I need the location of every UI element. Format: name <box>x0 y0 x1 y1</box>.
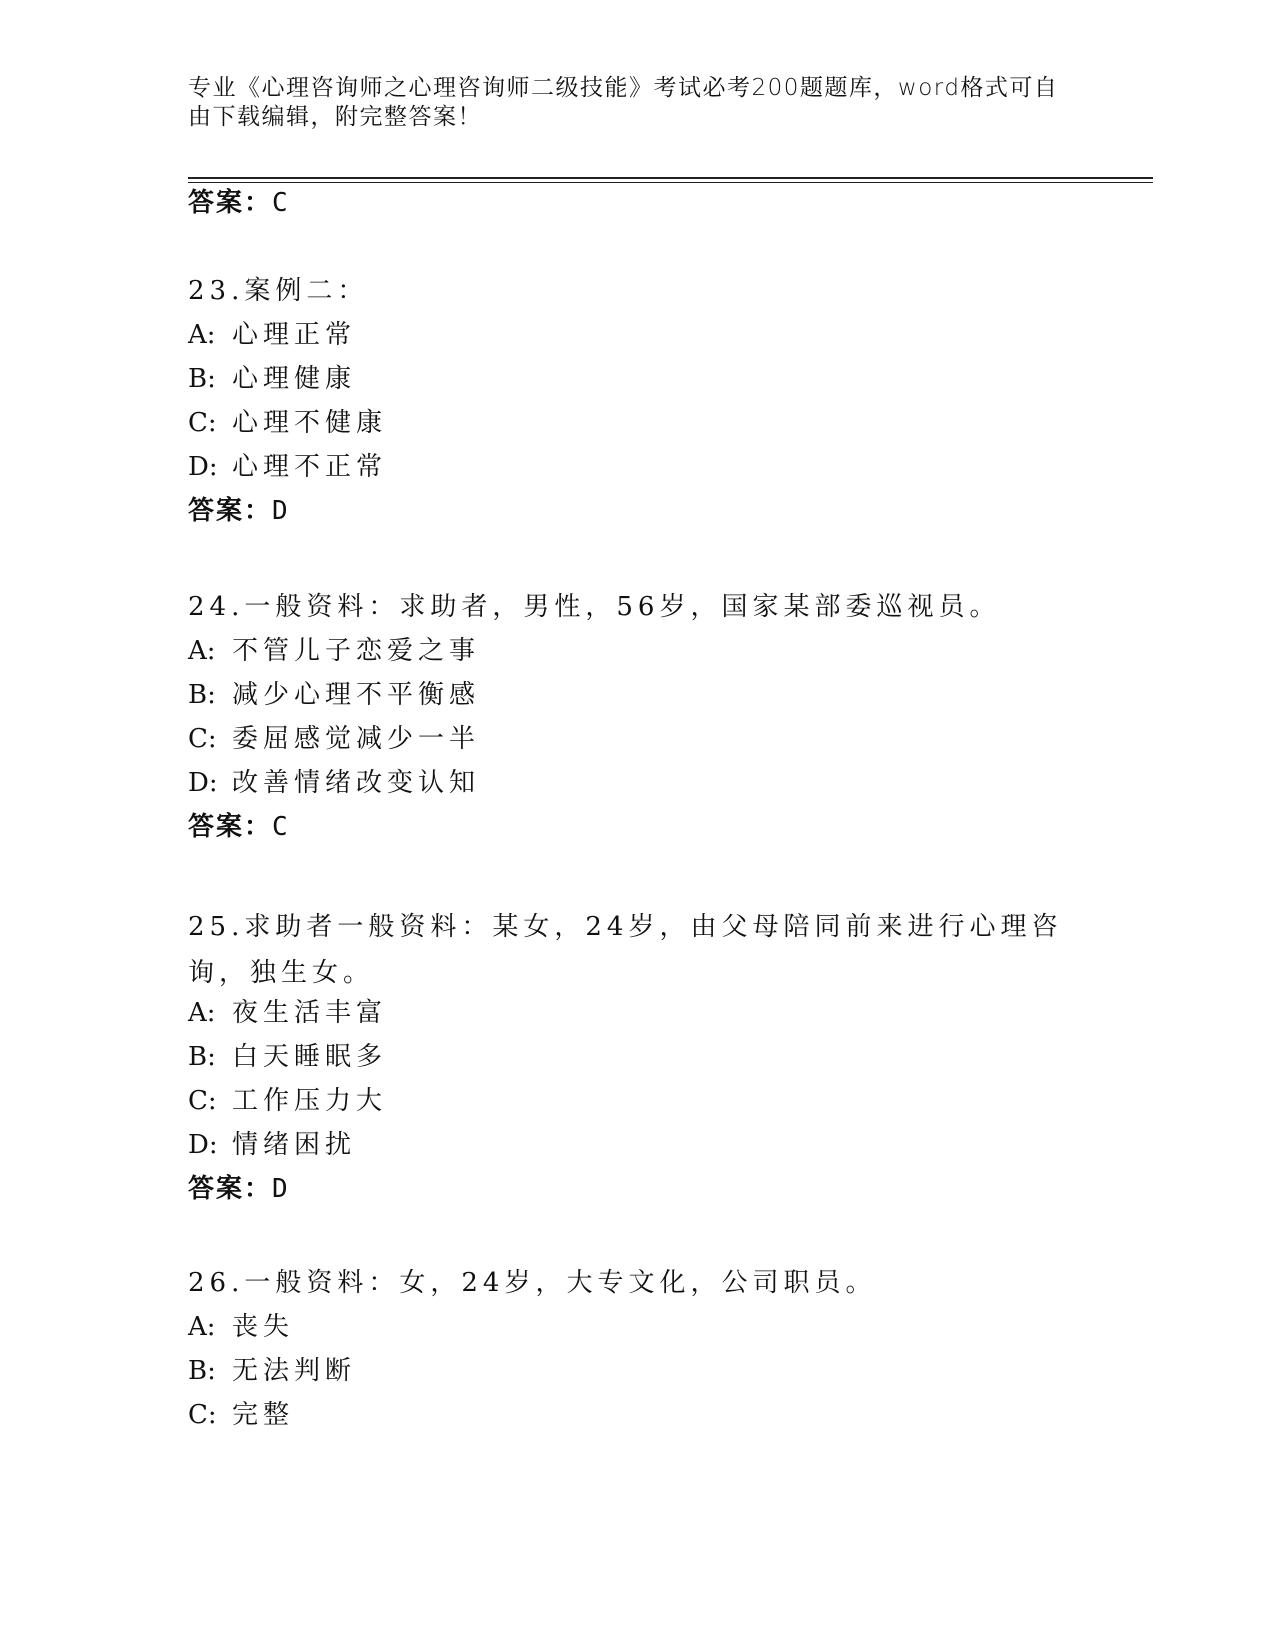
option-a: A: 不管儿子恋爱之事 <box>188 636 481 666</box>
question-text: 求助者一般资料：某女，24岁，由父母陪同前来进行心理咨询，独生女。 <box>188 912 1063 988</box>
option-c: C: 委屈感觉减少一半 <box>188 724 481 754</box>
question-number: 25. <box>188 912 245 942</box>
option-b: B: 心理健康 <box>188 364 357 394</box>
answer-label: 答案： <box>188 496 273 526</box>
option-b: B: 白天睡眠多 <box>188 1042 388 1072</box>
question-text: 案例二： <box>244 276 369 306</box>
answer-label: 答案： <box>188 1174 273 1204</box>
question-title <box>188 904 1088 996</box>
answer-value: D <box>272 1174 290 1204</box>
option-d: D: 心理不正常 <box>188 452 388 482</box>
option-c: C: 完整 <box>188 1400 295 1430</box>
option-d: D: 改善情绪改变认知 <box>188 768 481 798</box>
question-number: 26. <box>188 1268 245 1298</box>
answer-line <box>188 494 290 528</box>
option-b: B: 无法判断 <box>188 1356 357 1386</box>
option-a: A: 丧失 <box>188 1312 295 1342</box>
question-number: 24. <box>188 592 245 622</box>
answer-line <box>188 186 290 220</box>
option-a: A: 心理正常 <box>188 320 357 350</box>
question-title <box>188 274 368 308</box>
question-text: 一般资料：女，24岁，大专文化，公司职员。 <box>244 1268 877 1298</box>
header-divider-thin <box>188 182 1153 183</box>
answer-value: C <box>272 188 290 218</box>
question-text: 一般资料：求助者，男性，56岁，国家某部委巡视员。 <box>244 592 1001 622</box>
question-title <box>188 590 1000 624</box>
question-number: 23. <box>188 276 245 306</box>
answer-value: D <box>272 496 290 526</box>
option-c: C: 心理不健康 <box>188 408 388 438</box>
answer-line <box>188 1172 290 1206</box>
header-divider <box>188 177 1153 179</box>
option-d: D: 情绪困扰 <box>188 1130 357 1160</box>
answer-value: C <box>272 812 290 842</box>
answer-label: 答案： <box>188 188 273 218</box>
answer-label: 答案： <box>188 812 273 842</box>
answer-line <box>188 810 290 844</box>
question-title <box>188 1266 876 1300</box>
document-intro: 专业《心理咨询师之心理咨询师二级技能》考试必考200题题库，word格式可自由下载编辑，附完整答案！ <box>188 75 1059 130</box>
option-b: B: 减少心理不平衡感 <box>188 680 481 710</box>
option-a: A: 夜生活丰富 <box>188 998 388 1028</box>
option-c: C: 工作压力大 <box>188 1086 388 1116</box>
